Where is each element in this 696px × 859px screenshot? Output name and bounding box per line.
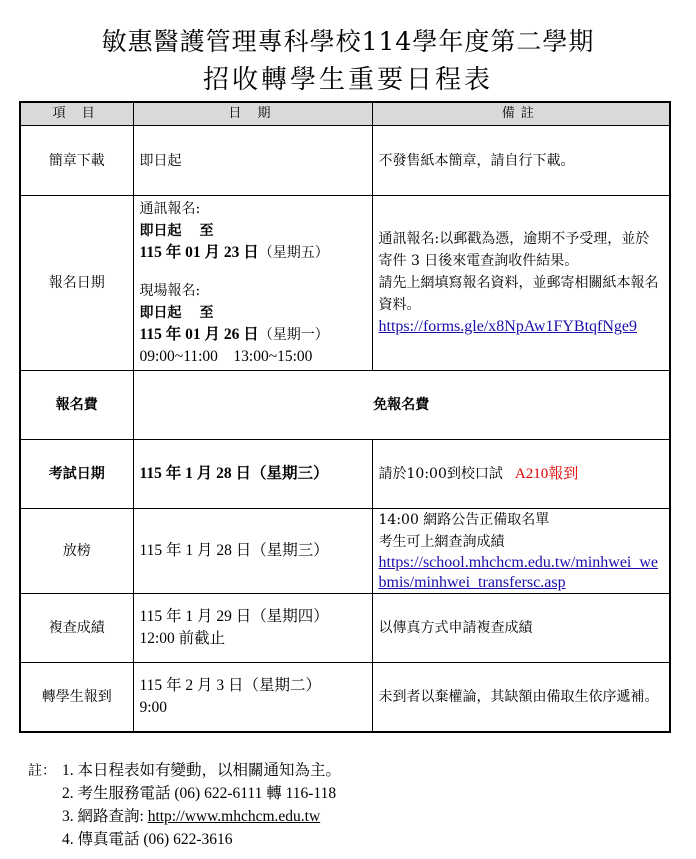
mail-signup-end bbox=[140, 242, 366, 264]
header-remark: 備註 bbox=[372, 102, 670, 126]
brochure-item: 簡章下載 bbox=[20, 126, 133, 196]
onsite-signup-start bbox=[140, 302, 366, 324]
table-row-report bbox=[20, 663, 670, 733]
result-query-link[interactable]: https://school.mhchcm.edu.tw/minhwei_webmis/minhwei_transfersc.asp bbox=[378, 554, 659, 591]
mail-to-word: 至 bbox=[199, 223, 214, 239]
fee-value: 免報名費 bbox=[133, 371, 670, 440]
table-row-result bbox=[20, 509, 670, 594]
table-header-row bbox=[20, 102, 670, 126]
result-item: 放榜 bbox=[20, 509, 133, 594]
onsite-hours: 09:00~11:00 13:00~15:00 bbox=[139, 348, 313, 365]
signup-remark-cell bbox=[372, 196, 670, 371]
result-date: 115 年 1 月 28 日（星期三） bbox=[133, 509, 372, 594]
exam-room: A210報到 bbox=[514, 466, 579, 482]
page-title-line1: 敏惠醫護管理專科學校114學年度第二學期 bbox=[101, 27, 595, 56]
result-remark-2: 考生可上網查詢成績 bbox=[378, 534, 505, 550]
note-4: 4. 傳真電話 (06) 622-3616 bbox=[62, 831, 233, 848]
signup-form-link[interactable]: https://forms.gle/x8NpAw1FYBtqfNge9 bbox=[378, 318, 638, 335]
fee-item: 報名費 bbox=[20, 371, 133, 440]
header-item: 項 目 bbox=[20, 102, 133, 126]
brochure-date: 即日起 bbox=[133, 126, 372, 196]
onsite-signup-label: 現場報名: bbox=[139, 283, 201, 299]
brochure-remark: 不發售紙本簡章，請自行下載。 bbox=[372, 126, 670, 196]
table-row-review bbox=[20, 594, 670, 663]
report-date-cell bbox=[133, 663, 372, 733]
mail-signup-label: 通訊報名: bbox=[139, 201, 201, 217]
table-row-signup bbox=[20, 196, 670, 371]
review-date-2: 12:00 前截止 bbox=[139, 630, 226, 647]
signup-item: 報名日期 bbox=[20, 196, 133, 371]
exam-remark-cell bbox=[372, 440, 670, 509]
table-row-exam bbox=[20, 440, 670, 509]
website-link[interactable]: http://www.mhchcm.edu.tw bbox=[147, 808, 321, 825]
exam-remark: 請於10:00到校口試 bbox=[378, 466, 503, 482]
note-3-label: 3. 網路查詢: bbox=[62, 808, 148, 825]
signup-remark-1: 通訊報名:以郵戳為憑，逾期不予受理，並於寄件 3 日後來電查詢收件結果。 bbox=[378, 231, 650, 269]
exam-date: 115 年 1 月 28 日（星期三） bbox=[133, 440, 372, 509]
note-3 bbox=[62, 806, 320, 828]
spacer bbox=[140, 264, 366, 280]
onsite-signup-end bbox=[140, 324, 366, 346]
mail-end-date: 115 年 01 月 23 日 bbox=[139, 244, 259, 261]
result-remark-1: 14:00 網路公告正備取名單 bbox=[378, 512, 550, 528]
note-1: 1. 本日程表如有變動，以相關通知為主。 bbox=[62, 762, 342, 779]
onsite-end-weekday: （星期一） bbox=[258, 327, 329, 343]
schedule-table bbox=[19, 101, 671, 733]
onsite-to-word: 至 bbox=[199, 305, 214, 321]
review-item: 複查成績 bbox=[20, 594, 133, 663]
result-remark-cell bbox=[372, 509, 670, 594]
mail-end-weekday: （星期五） bbox=[258, 245, 329, 261]
table-row-brochure bbox=[20, 126, 670, 196]
signup-remark-2: 請先上網填寫報名資料，並郵寄相關紙本報名資料。 bbox=[378, 275, 659, 313]
page-title-line2: 招收轉學生重要日程表 bbox=[202, 65, 493, 95]
exam-item: 考試日期 bbox=[20, 440, 133, 509]
review-date-1: 115 年 1 月 29 日（星期四） bbox=[139, 608, 329, 625]
review-remark: 以傳真方式申請複查成績 bbox=[372, 594, 670, 663]
report-date-1: 115 年 2 月 3 日（星期二） bbox=[139, 677, 322, 694]
note-2: 2. 考生服務電話 (06) 622-6111 轉 116-118 bbox=[62, 785, 337, 802]
report-item: 轉學生報到 bbox=[20, 663, 133, 733]
report-remark: 未到者以棄權論，其缺額由備取生依序遞補。 bbox=[372, 663, 670, 733]
notes-prefix: 註： bbox=[28, 763, 56, 779]
onsite-from: 即日起 bbox=[139, 305, 182, 321]
review-date-cell bbox=[133, 594, 372, 663]
header-date: 日 期 bbox=[133, 102, 372, 126]
signup-date-cell bbox=[133, 196, 372, 371]
mail-from: 即日起 bbox=[139, 223, 182, 239]
onsite-end-date: 115 年 01 月 26 日 bbox=[139, 326, 259, 343]
mail-signup-start bbox=[140, 220, 366, 242]
table-row-fee bbox=[20, 371, 670, 440]
report-date-2: 9:00 bbox=[139, 699, 168, 716]
